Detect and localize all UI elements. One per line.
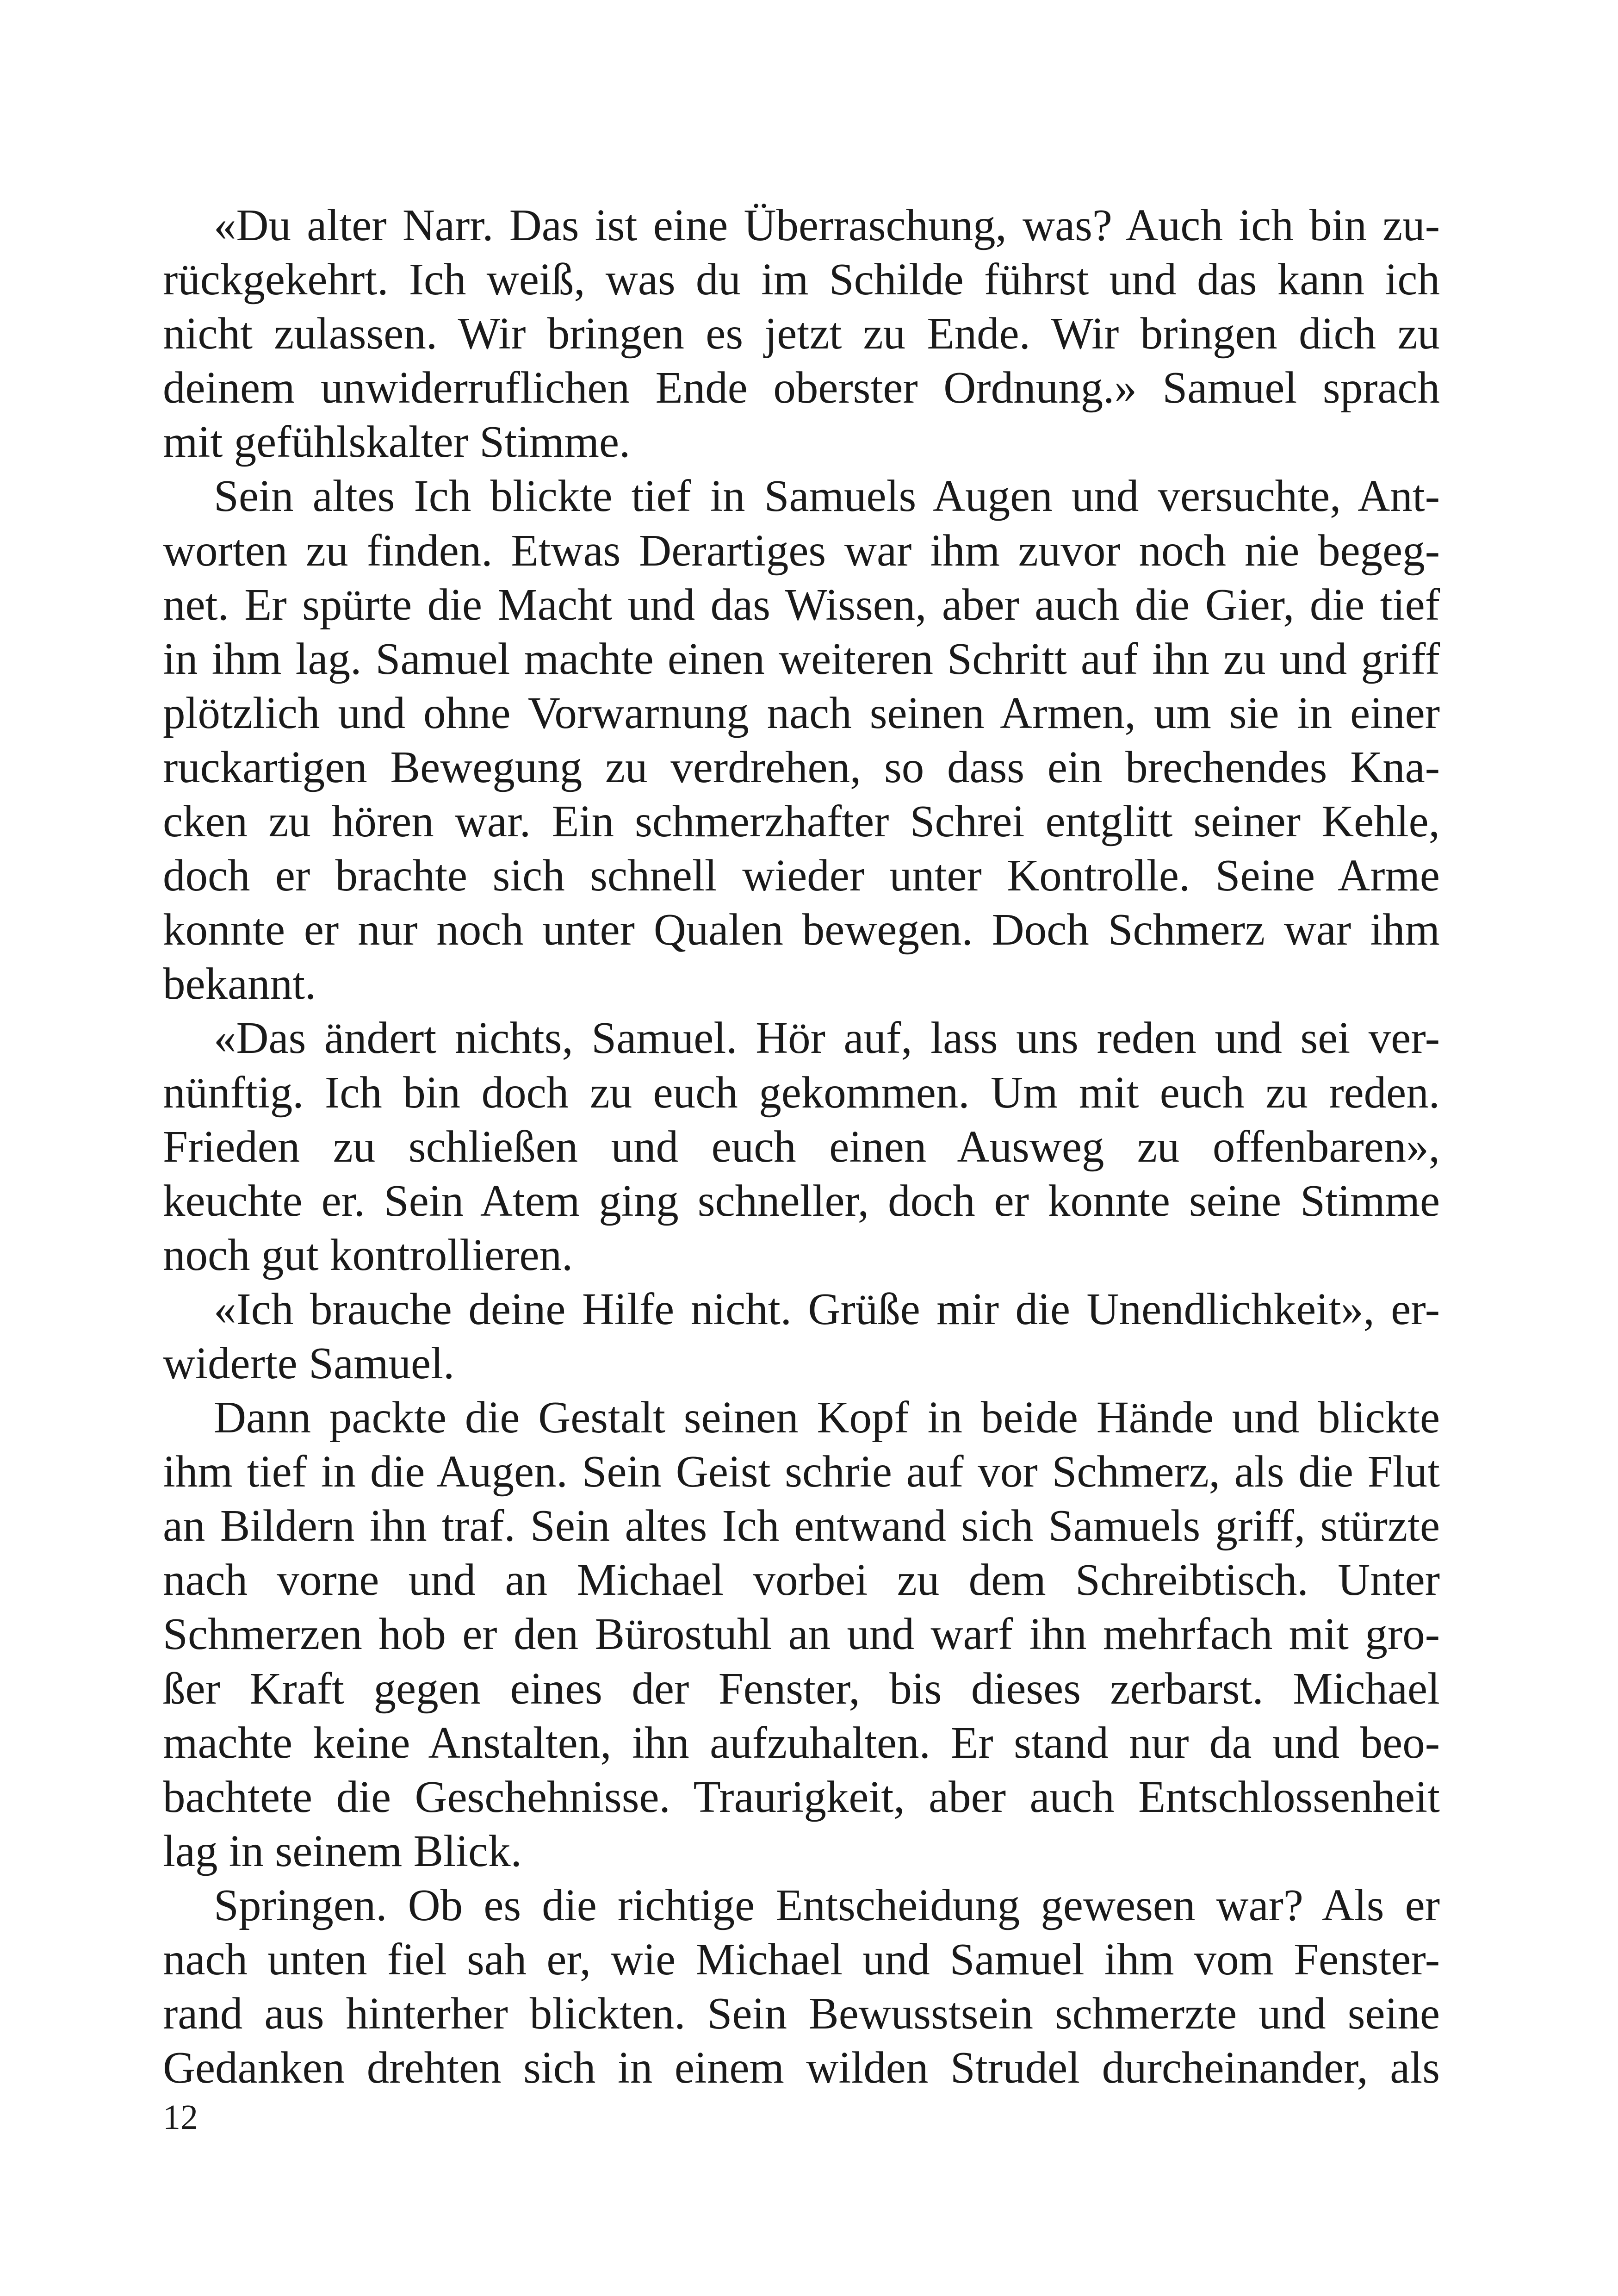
text-line: ruckartigen Bewegung zu verdrehen, so dass ein brechendes Kna- bbox=[163, 742, 1440, 792]
text-line: bekannt. bbox=[163, 959, 316, 1009]
text-line: keuchte er. Sein Atem ging schneller, doch er konnte seine Stimme bbox=[163, 1176, 1440, 1226]
body-text bbox=[163, 198, 1440, 2095]
text-line: «Das ändert nichts, Samuel. Hör auf, lass uns reden und sei ver- bbox=[214, 1013, 1440, 1063]
text-line: machte keine Anstalten, ihn aufzuhalten. Er stand nur da und beo- bbox=[163, 1717, 1440, 1767]
text-line: net. Er spürte die Macht und das Wissen, aber auch die Gier, die tief bbox=[163, 579, 1440, 629]
text-line: Schmerzen hob er den Bürostuhl an und warf ihn mehrfach mit gro- bbox=[163, 1609, 1440, 1659]
paragraph bbox=[163, 469, 1440, 1011]
text-line: nach vorne und an Michael vorbei zu dem Schreibtisch. Unter bbox=[163, 1555, 1440, 1605]
paragraph bbox=[163, 1878, 1440, 2095]
paragraph bbox=[163, 198, 1440, 469]
paragraph bbox=[163, 1011, 1440, 1282]
paragraph bbox=[163, 1282, 1440, 1390]
text-line: rand aus hinterher blickten. Sein Bewusstsein schmerzte und seine bbox=[163, 1989, 1440, 2039]
text-line: nicht zulassen. Wir bringen es jetzt zu Ende. Wir bringen dich zu bbox=[163, 309, 1440, 359]
text-line: worten zu finden. Etwas Derartiges war ihm zuvor noch nie begeg- bbox=[163, 525, 1440, 575]
text-line: ihm tief in die Augen. Sein Geist schrie auf vor Schmerz, als die Flut bbox=[163, 1447, 1440, 1497]
text-line: noch gut kontrollieren. bbox=[163, 1230, 573, 1280]
text-line: plötzlich und ohne Vorwarnung nach seinen Armen, um sie in einer bbox=[163, 688, 1440, 738]
text-line: lag in seinem Blick. bbox=[163, 1826, 522, 1876]
text-line: ßer Kraft gegen eines der Fenster, bis dieses zerbarst. Michael bbox=[163, 1663, 1440, 1713]
text-line: nünftig. Ich bin doch zu euch gekommen. Um mit euch zu reden. bbox=[163, 1067, 1440, 1117]
text-line: Springen. Ob es die richtige Entscheidung gewesen war? Als er bbox=[214, 1880, 1440, 1930]
text-line: Frieden zu schließen und euch einen Ausweg zu offenbaren», bbox=[163, 1121, 1440, 1171]
text-line: rückgekehrt. Ich weiß, was du im Schilde führst und das kann ich bbox=[163, 255, 1440, 305]
text-line: cken zu hören war. Ein schmerzhafter Schrei entglitt seiner Kehle, bbox=[163, 796, 1440, 846]
text-line: an Bildern ihn traf. Sein altes Ich entwand sich Samuels griff, stürzte bbox=[163, 1501, 1440, 1551]
page-number: 12 bbox=[163, 2098, 198, 2137]
text-line: Sein altes Ich blickte tief in Samuels Augen und versuchte, Ant- bbox=[214, 471, 1440, 521]
text-line: konnte er nur noch unter Qualen bewegen. Doch Schmerz war ihm bbox=[163, 905, 1440, 955]
text-line: in ihm lag. Samuel machte einen weiteren Schritt auf ihn zu und griff bbox=[163, 634, 1440, 684]
text-line: bachtete die Geschehnisse. Traurigkeit, aber auch Entschlossenheit bbox=[163, 1772, 1440, 1822]
text-line: mit gefühlskalter Stimme. bbox=[163, 417, 631, 467]
text-line: «Du alter Narr. Das ist eine Überraschung, was? Auch ich bin zu- bbox=[214, 200, 1440, 250]
text-line: Dann packte die Gestalt seinen Kopf in beide Hände und blickte bbox=[214, 1393, 1440, 1443]
text-line: deinem unwiderruflichen Ende oberster Ordnung.» Samuel sprach bbox=[163, 363, 1440, 413]
text-line: Gedanken drehten sich in einem wilden Strudel durcheinander, als bbox=[163, 2043, 1440, 2093]
text-line: nach unten fiel sah er, wie Michael und Samuel ihm vom Fenster- bbox=[163, 1935, 1440, 1984]
text-line: widerte Samuel. bbox=[163, 1338, 455, 1388]
text-line: «Ich brauche deine Hilfe nicht. Grüße mir die Unendlichkeit», er- bbox=[214, 1284, 1440, 1334]
text-line: doch er brachte sich schnell wieder unter Kontrolle. Seine Arme bbox=[163, 851, 1440, 901]
paragraph bbox=[163, 1390, 1440, 1878]
